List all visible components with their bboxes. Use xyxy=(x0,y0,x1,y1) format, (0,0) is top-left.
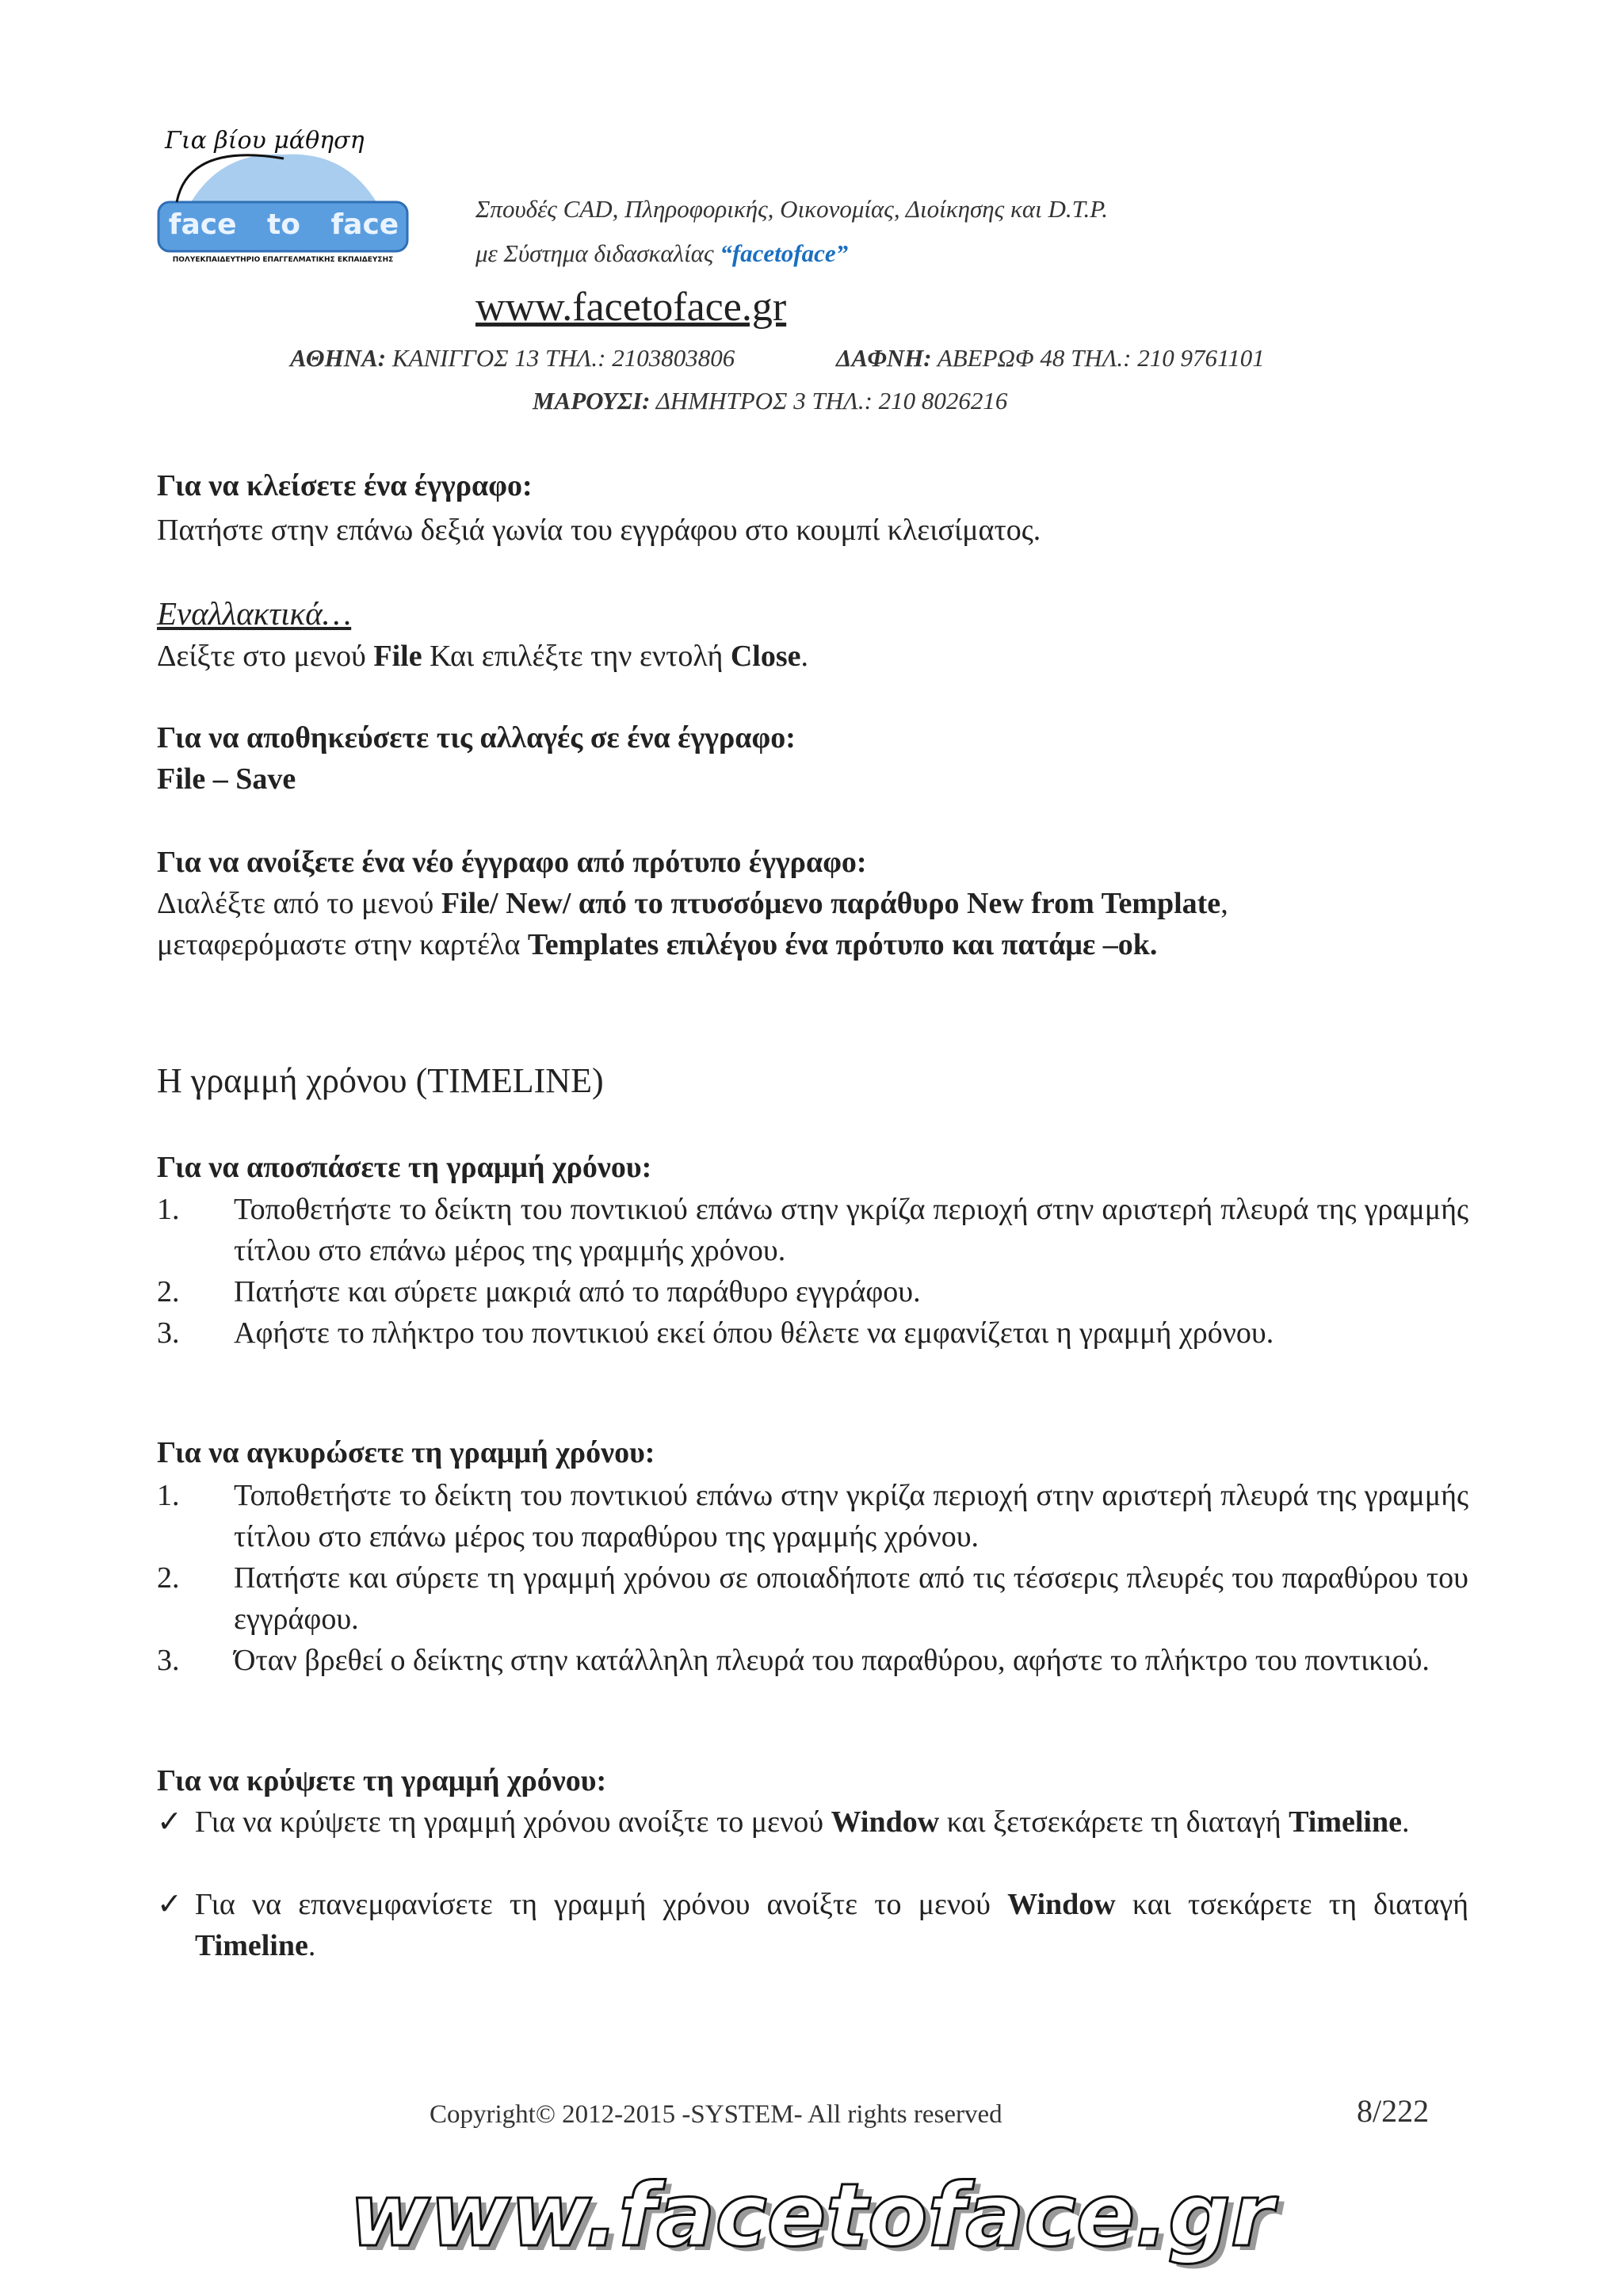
list-number: 2. xyxy=(157,1275,180,1308)
show-text xyxy=(195,1888,1468,1962)
text-run: Για να κρύψετε τη γραμμή χρόνου ανοίξτε το μενού xyxy=(195,1805,831,1839)
command-timeline: Timeline xyxy=(1289,1805,1402,1839)
text-run: . xyxy=(800,640,809,673)
copyright: Copyright© 2012-2015 -SYSTEM- All rights reserved xyxy=(430,2100,1002,2129)
company-logo xyxy=(157,127,409,269)
text-run: Για να επανεμφανίσετε τη γραμμή χρόνου ανοίξτε το μενού xyxy=(195,1888,1008,1921)
menu-window: Window xyxy=(831,1805,940,1839)
template-text-2 xyxy=(157,924,1157,965)
website-link[interactable]: www.facetoface.gr xyxy=(475,285,787,330)
address-text: ΚΑΝΙΓΓΟΣ 13 ΤΗΛ.: 2103803806 xyxy=(386,344,735,372)
list-item xyxy=(157,1475,1468,1557)
tagline-prefix: με Σύστημα διδασκαλίας xyxy=(475,239,720,267)
hide-text xyxy=(195,1805,1410,1839)
address-label: ΔΑΦΝΗ: xyxy=(836,344,932,372)
list-text: Τοποθετήστε το δείκτη του ποντικιού επάνω στην γκρίζα περιοχή στην αριστερή πλευρά της γραμμής τίτλου στο επάνω μέρος του παραθύρου της γραμμής χρόνου. xyxy=(234,1479,1468,1553)
menu-window: Window xyxy=(1007,1888,1116,1921)
text-bold: File/ New/ από το πτυσσόμενο παράθυρο New from Template xyxy=(441,887,1221,920)
address-text: ΑΒΕΡΩΦ 48 ΤΗΛ.: 210 9761101 xyxy=(931,344,1265,372)
checkmark-icon: ✓ xyxy=(157,1805,182,1839)
save-heading: Για να αποθηκεύσετε τις αλλαγές σε ένα έγγραφο: xyxy=(157,721,796,755)
text-run: και ξετσεκάρετε τη διαταγή xyxy=(939,1805,1289,1839)
address-label: ΑΘΗΝΑ: xyxy=(290,344,387,372)
list-text: Όταν βρεθεί ο δείκτης στην κατάλληλη πλευρά του παραθύρου, αφήστε το πλήκτρο του ποντικιού. xyxy=(234,1644,1430,1677)
command-close: Close xyxy=(730,640,801,673)
list-text: Τοποθετήστε το δείκτη του ποντικιού επάνω στην γκρίζα περιοχή στην αριστερή πλευρά της γραμμής τίτλου στο επάνω μέρος της γραμμής χρόνου. xyxy=(234,1193,1468,1267)
list-text: Αφήστε το πλήκτρο του ποντικιού εκεί όπου θέλετε να εμφανίζεται η γραμμή χρόνου. xyxy=(234,1316,1274,1350)
tagline-brand: “facetoface” xyxy=(720,239,849,267)
list-item xyxy=(157,1312,1468,1354)
checkmark-icon: ✓ xyxy=(157,1888,182,1921)
text-run: . xyxy=(1402,1805,1410,1839)
list-number: 3. xyxy=(157,1644,180,1677)
list-number: 1. xyxy=(157,1193,180,1226)
watermark: www.facetoface.gr xyxy=(349,2164,1274,2266)
text-run: Και επιλέξτε την εντολή xyxy=(422,640,731,673)
alternative-heading: Εναλλακτικά… xyxy=(157,595,352,632)
text-run: Διαλέξτε από το μενού xyxy=(157,887,441,920)
menu-file: File xyxy=(373,640,422,673)
command-timeline: Timeline xyxy=(195,1929,308,1962)
dock-steps xyxy=(157,1475,1468,1681)
logo-script: Για βίου μάθηση xyxy=(165,127,365,155)
address-dafni xyxy=(836,342,1265,374)
text-run: . xyxy=(307,1929,316,1962)
page-number: 8/222 xyxy=(1357,2093,1430,2129)
hide-item xyxy=(157,1801,1468,1843)
tagline: Σπουδές CAD, Πληροφορικής, Οικονομίας, Διοίκησης και D.T.P. xyxy=(475,195,1108,223)
close-heading: Για να κλείσετε ένα έγγραφο: xyxy=(157,469,533,502)
detach-heading: Για να αποσπάσετε τη γραμμή χρόνου: xyxy=(157,1151,652,1184)
list-number: 3. xyxy=(157,1316,180,1350)
tagline-system xyxy=(475,238,848,269)
text-run: , xyxy=(1220,887,1228,920)
section-title: Η γραμμή χρόνου (TIMELINE) xyxy=(157,1061,604,1100)
list-item xyxy=(157,1271,1468,1312)
close-text: Πατήστε στην επάνω δεξιά γωνία του εγγράφου στο κουμπί κλεισίματος. xyxy=(157,514,1041,547)
address-marousi xyxy=(533,385,1007,417)
template-heading: Για να ανοίξετε ένα νέο έγγραφο από πρότυπο έγγραφο: xyxy=(157,846,867,879)
text-bold: Templates επιλέγου ένα πρότυπο και πατάμε –ok. xyxy=(527,928,1158,961)
list-number: 2. xyxy=(157,1561,180,1595)
logo-subtitle: ΠΟΛΥΕΚΠΑΙΔΕΥΤΗΡΙΟ ΕΠΑΓΓΕΛΜΑΤΙΚΗΣ ΕΚΠΑΙΔΕΥΣΗΣ xyxy=(172,256,394,264)
address-label: ΜΑΡΟΥΣΙ: xyxy=(533,387,651,415)
address-text: ΔΗΜΗΤΡΟΣ 3 ΤΗΛ.: 210 8026216 xyxy=(650,387,1008,415)
text-run: μεταφερόμαστε στην καρτέλα xyxy=(157,928,528,961)
list-text: Πατήστε και σύρετε τη γραμμή χρόνου σε οποιαδήποτε από τις τέσσερις πλευρές του παραθύρου του εγγράφου. xyxy=(234,1561,1468,1636)
hide-show-items xyxy=(157,1801,1468,1966)
show-item xyxy=(157,1884,1468,1966)
list-item xyxy=(157,1640,1468,1681)
detach-steps xyxy=(157,1189,1468,1354)
save-text: File – Save xyxy=(157,762,296,796)
address-athens xyxy=(290,342,735,374)
list-item xyxy=(157,1557,1468,1640)
alternative-text xyxy=(157,636,808,677)
list-text: Πατήστε και σύρετε μακριά από το παράθυρο εγγράφου. xyxy=(234,1275,921,1308)
dock-heading: Για να αγκυρώσετε τη γραμμή χρόνου: xyxy=(157,1436,655,1469)
text-run: Δείξτε στο μενού xyxy=(157,640,374,673)
logo-text: face to face xyxy=(168,208,399,241)
text-run: και τσεκάρετε τη διαταγή xyxy=(1115,1888,1468,1921)
list-item xyxy=(157,1189,1468,1271)
list-number: 1. xyxy=(157,1479,180,1512)
hide-heading: Για να κρύψετε τη γραμμή χρόνου: xyxy=(157,1764,607,1797)
template-text-1 xyxy=(157,883,1228,924)
